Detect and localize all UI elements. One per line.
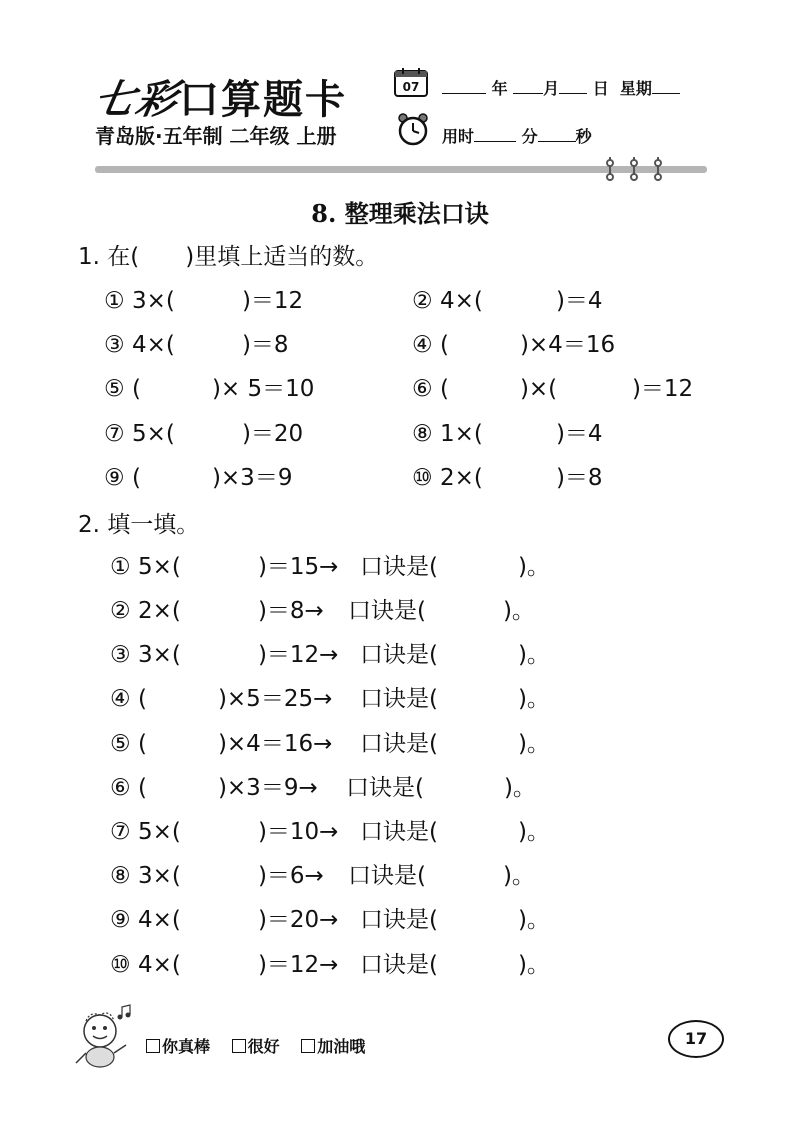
item-marker: ⑧: [412, 421, 433, 447]
s2-item-8-left: 3×(: [137, 863, 181, 889]
s2-item-9-mid: )＝20→: [257, 907, 339, 933]
s2-item-5-end: )。: [517, 731, 550, 757]
s1-item-8: [412, 415, 603, 448]
s2-item-6-end: )。: [503, 775, 536, 801]
s1-item-6: [412, 370, 693, 403]
s1-item-9-right: )×3＝9: [211, 465, 293, 491]
s2-item-2-end: )。: [502, 598, 535, 624]
s1-item-10-right: )＝8: [555, 465, 603, 491]
s2-item-6-rhyme: 口诀是(: [345, 775, 424, 801]
s2-item-10-rhyme: 口诀是(: [359, 952, 438, 978]
s1-item-10-left: 2×(: [439, 465, 483, 491]
s2-item-4-end: )。: [517, 686, 550, 712]
s2-item-5-mid: )×4＝16→: [217, 731, 333, 757]
s1-item-1-left: 3×(: [131, 288, 175, 314]
item-marker: ②: [110, 598, 131, 624]
s2-item-4-mid: )×5＝25→: [217, 686, 333, 712]
item-marker: ⑤: [110, 731, 131, 757]
month-blank: [513, 79, 543, 94]
s1-item-4-left: (: [439, 332, 449, 358]
s2-item-7-rhyme: 口诀是(: [359, 819, 438, 845]
s1-item-6-middle: )×(: [519, 376, 558, 402]
s2-item-2-left: 2×(: [137, 598, 181, 624]
s2-item-7-end: )。: [517, 819, 550, 845]
rating-label: 你真棒: [162, 1037, 211, 1056]
edition-label: 青岛版·五年制 二年级 上册: [95, 124, 337, 148]
checkbox-icon[interactable]: [146, 1039, 160, 1053]
item-marker: ④: [412, 332, 433, 358]
s2-item-3-end: )。: [517, 642, 550, 668]
s1-item-3: [104, 326, 289, 359]
s1-item-1: [104, 282, 303, 315]
item-marker: ⑧: [110, 863, 131, 889]
s2-item-9: [110, 901, 550, 934]
item-marker: ⑥: [412, 376, 433, 402]
s1-item-7-right: )＝20: [241, 421, 304, 447]
s2-item-5-rhyme: 口诀是(: [359, 731, 438, 757]
section2-title: 2. 填一填。: [78, 512, 200, 538]
item-marker: ⑩: [412, 465, 433, 491]
s2-item-10-end: )。: [517, 952, 550, 978]
s1-item-8-left: 1×(: [439, 421, 483, 447]
s1-item-3-left: 4×(: [131, 332, 175, 358]
lesson-title: 8. 整理乘法口诀: [311, 199, 489, 228]
weekday-label: 星期: [619, 79, 652, 98]
s2-item-9-rhyme: 口诀是(: [359, 907, 438, 933]
time-used-label: 用时: [442, 127, 475, 146]
s1-item-7-left: 5×(: [131, 421, 175, 447]
s2-item-9-left: 4×(: [137, 907, 181, 933]
s2-item-9-end: )。: [517, 907, 550, 933]
rating-option-good[interactable]: [232, 1037, 280, 1056]
item-marker: ③: [104, 332, 125, 358]
brand-title: [90, 68, 347, 125]
s1-item-8-right: )＝4: [555, 421, 603, 447]
item-marker: ⑤: [104, 376, 125, 402]
s1-item-9: [104, 459, 292, 492]
item-marker: ⑨: [104, 465, 125, 491]
s2-item-5-left: (: [137, 731, 147, 757]
s1-item-3-right: )＝8: [241, 332, 289, 358]
s2-item-8-mid: )＝6→: [257, 863, 324, 889]
s2-item-8-end: )。: [502, 863, 535, 889]
s1-item-2-left: 4×(: [439, 288, 483, 314]
minutes-blank: [474, 127, 516, 142]
page-number: 17: [668, 1020, 724, 1058]
weekday-blank: [652, 79, 680, 94]
item-marker: ⑩: [110, 952, 131, 978]
year-blank: [442, 79, 486, 94]
s2-item-10-mid: )＝12→: [257, 952, 339, 978]
s1-item-6-left: (: [439, 376, 449, 402]
date-line: [442, 76, 680, 99]
s2-item-4-rhyme: 口诀是(: [359, 686, 438, 712]
item-marker: ⑦: [110, 819, 131, 845]
s2-item-6: [110, 769, 536, 802]
item-marker: ⑨: [110, 907, 131, 933]
s2-item-10-left: 4×(: [137, 952, 181, 978]
checkbox-icon[interactable]: [232, 1039, 246, 1053]
rating-label: 很好: [247, 1037, 280, 1056]
s2-item-8: [110, 857, 535, 890]
s2-item-7-left: 5×(: [137, 819, 181, 845]
day-blank: [559, 79, 587, 94]
calendar-icon: [393, 66, 429, 98]
s2-item-1-left: 5×(: [137, 554, 181, 580]
s2-item-2-rhyme: 口诀是(: [347, 598, 426, 624]
brand-title-qi: 七彩: [90, 76, 183, 123]
s1-item-2-right: )＝4: [555, 288, 603, 314]
s1-item-5-left: (: [131, 376, 141, 402]
day-label: 日: [592, 79, 609, 98]
s2-item-7: [110, 813, 550, 846]
s1-item-4-right: )×4＝16: [519, 332, 616, 358]
calendar-number: 07: [402, 80, 420, 94]
s2-item-5: [110, 725, 550, 758]
alarm-clock-icon: [395, 111, 431, 147]
s2-item-3-mid: )＝12→: [257, 642, 339, 668]
rating-option-great[interactable]: [146, 1037, 210, 1056]
s2-item-6-left: (: [137, 775, 147, 801]
item-marker: ①: [110, 554, 131, 580]
s1-item-10: [412, 459, 603, 492]
minutes-label: 分: [521, 127, 538, 146]
s2-item-10: [110, 946, 550, 979]
checkbox-icon[interactable]: [301, 1039, 315, 1053]
item-marker: ①: [104, 288, 125, 314]
s2-item-1-rhyme: 口诀是(: [359, 554, 438, 580]
s1-item-4: [412, 326, 615, 359]
s2-item-4-left: (: [137, 686, 147, 712]
s1-item-5: [104, 370, 314, 403]
time-used-line: [442, 124, 592, 147]
brand-title-rest: 口算题卡: [179, 76, 347, 123]
item-marker: ④: [110, 686, 131, 712]
seconds-blank: [538, 127, 576, 142]
s2-item-4: [110, 680, 550, 713]
s1-item-6-right: )＝12: [631, 376, 694, 402]
seconds-label: 秒: [575, 127, 592, 146]
s2-item-3: [110, 636, 550, 669]
year-label: 年: [491, 79, 508, 98]
item-marker: ⑥: [110, 775, 131, 801]
s2-item-6-mid: )×3＝9→: [217, 775, 318, 801]
s1-item-5-right: )× 5＝10: [211, 376, 315, 402]
s1-item-2: [412, 282, 603, 315]
s1-item-7: [104, 415, 303, 448]
s2-item-1: [110, 548, 550, 581]
mascot-illustration-icon: [70, 1003, 140, 1073]
s2-item-3-left: 3×(: [137, 642, 181, 668]
s1-item-9-left: (: [131, 465, 141, 491]
s2-item-7-mid: )＝10→: [257, 819, 339, 845]
s2-item-1-mid: )＝15→: [257, 554, 339, 580]
s2-item-2-mid: )＝8→: [257, 598, 324, 624]
s1-item-1-right: )＝12: [241, 288, 304, 314]
item-marker: ⑦: [104, 421, 125, 447]
rating-option-keep-going[interactable]: [301, 1037, 365, 1056]
s2-item-8-rhyme: 口诀是(: [347, 863, 426, 889]
month-label: 月: [543, 79, 560, 98]
binder-pins-icon: [598, 155, 668, 185]
item-marker: ②: [412, 288, 433, 314]
rating-label: 加油哦: [317, 1037, 366, 1056]
s2-item-1-end: )。: [517, 554, 550, 580]
self-rating-options: [146, 1034, 381, 1057]
s2-item-2: [110, 592, 535, 625]
section1-title: 1. 在( )里填上适当的数。: [78, 244, 379, 270]
s2-item-3-rhyme: 口诀是(: [359, 642, 438, 668]
item-marker: ③: [110, 642, 131, 668]
